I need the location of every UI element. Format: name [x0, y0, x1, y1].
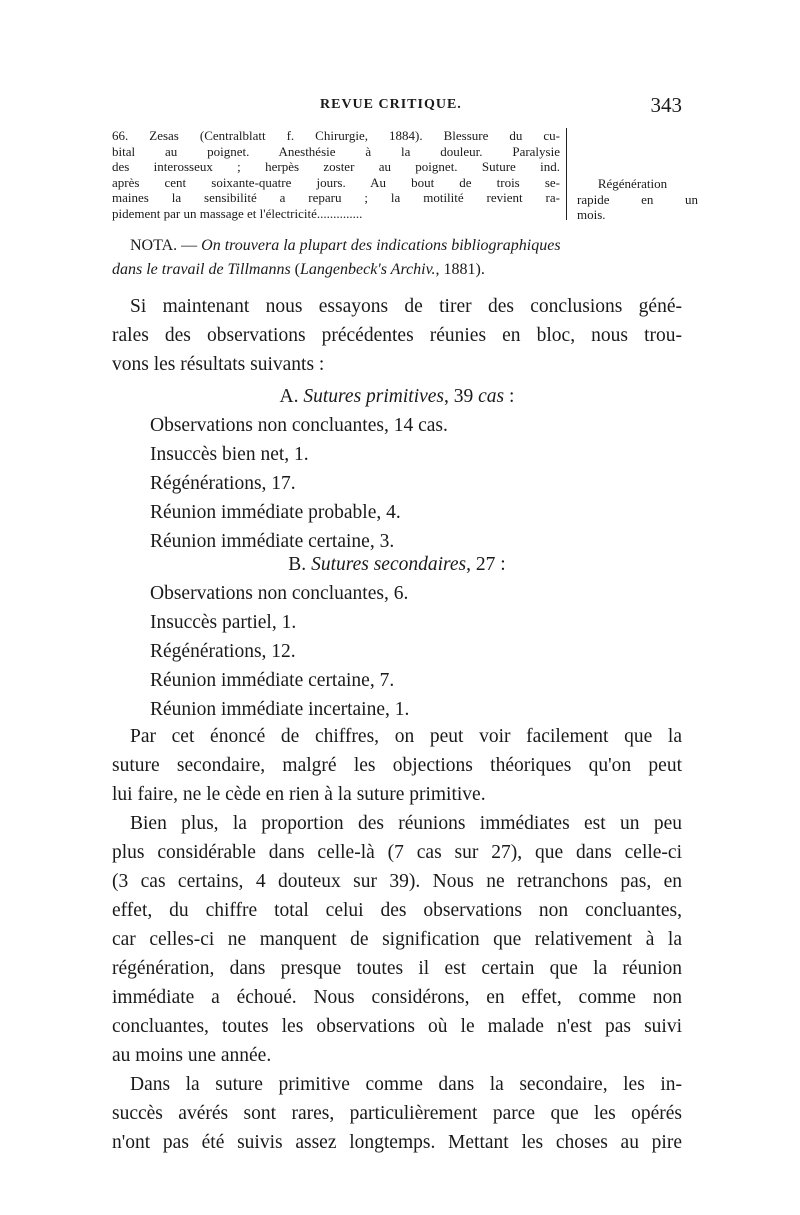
section-b-results	[112, 579, 682, 724]
case-result-line: Régénération	[597, 176, 668, 191]
case-line: maines la sensibilité a reparu ; la motilité revient ra-	[112, 190, 560, 205]
paragraph-1	[112, 722, 682, 809]
running-title: REVUE CRITIQUE.	[320, 97, 462, 112]
case-line: pidement par un massage et l'électricité..............	[112, 205, 363, 221]
result-item: Insuccès partiel, 1.	[150, 612, 297, 633]
result-item: Régénérations, 12.	[150, 641, 296, 662]
text-line: Dans la suture primitive comme dans la secondaire, les in-	[130, 1074, 682, 1095]
nota-text: dans le travail de Tillmanns	[112, 261, 291, 278]
text-line: vons les résultats suivants :	[112, 354, 325, 375]
section-letter: B.	[288, 554, 307, 575]
text-line: au moins une année.	[112, 1045, 272, 1066]
section-b-heading	[112, 550, 682, 579]
case-66-description	[112, 128, 560, 221]
result-item: Réunion immédiate incertaine, 1.	[150, 699, 410, 720]
nota-paren: (	[294, 261, 300, 278]
text-line: effet, du chiffre total celui des observations non concluantes,	[112, 900, 682, 921]
text-line: régénération, dans presque toutes il est certain que la réunion	[112, 958, 682, 979]
case-result-line: rapide en un	[577, 191, 698, 207]
text-line: n'ont pas été suivis assez longtemps. Mettant les choses au pire	[112, 1132, 682, 1153]
text-line: (3 cas certains, 4 douteux sur 39). Nous ne retranchons pas, en	[112, 871, 682, 892]
intro-paragraph	[112, 292, 682, 379]
text-line: immédiate a échoué. Nous considérons, en effet, comme non	[112, 987, 682, 1008]
case-result-line: mois.	[577, 207, 606, 222]
text-line: Par cet énoncé de chiffres, on peut voir facilement que la	[130, 726, 682, 747]
bibliography-note	[112, 234, 682, 282]
text-line: Si maintenant nous essayons de tirer des conclusions géné-	[130, 296, 682, 317]
nota-year: , 1881).	[435, 261, 485, 278]
result-item: Observations non concluantes, 6.	[150, 583, 409, 604]
case-line: 66. Zesas (Centralblatt f. Chirurgie, 1884). Blessure du cu-	[112, 128, 560, 143]
section-unit: cas	[478, 386, 505, 407]
case-line: après cent soixante-quatre jours. Au bout de trois se-	[112, 174, 560, 190]
result-item: Insuccès bien net, 1.	[150, 444, 309, 465]
section-title: Sutures secondaires	[311, 554, 467, 575]
section-title: Sutures primitives	[303, 386, 445, 407]
text-line: plus considérable dans celle-là (7 cas sur 27), que dans celle-ci	[112, 842, 682, 863]
text-line: rales des observations précédentes réunies en bloc, nous trou-	[112, 325, 682, 346]
nota-dash: —	[181, 237, 198, 254]
text-line: concluantes, toutes les observations où le malade n'est pas suivi	[112, 1016, 682, 1037]
section-b	[112, 550, 682, 724]
case-line: des interosseux ; herpès zoster au poignet. Suture ind.	[112, 159, 560, 174]
section-a-results	[112, 411, 682, 556]
result-item: Réunion immédiate probable, 4.	[150, 502, 401, 523]
text-line: Bien plus, la proportion des réunions immédiates est un peu	[130, 813, 682, 834]
case-66-entry	[112, 128, 698, 220]
nota-reference: Langenbeck's Archiv.	[300, 261, 436, 278]
nota-text: On trouvera la plupart des indications bibliographiques	[201, 237, 561, 254]
section-colon: :	[509, 386, 515, 407]
result-item: Régénérations, 17.	[150, 473, 296, 494]
section-letter: A.	[279, 386, 299, 407]
paragraph-3	[112, 1070, 682, 1157]
case-66-result	[567, 176, 698, 223]
page-number: 343	[650, 93, 682, 117]
result-item: Observations non concluantes, 14 cas.	[150, 415, 448, 436]
text-line: car celles-ci ne manquent de signification que relativement à la	[112, 929, 682, 950]
section-a	[112, 382, 682, 556]
section-count: , 39	[444, 386, 474, 407]
result-item: Réunion immédiate certaine, 3.	[150, 531, 395, 552]
text-line: lui faire, ne le cède en rien à la suture primitive.	[112, 784, 486, 805]
case-line: bital au poignet. Anesthésie à la douleur. Paralysie	[112, 143, 560, 159]
paragraph-2	[112, 809, 682, 1070]
nota-label: NOTA.	[130, 237, 178, 254]
section-a-heading	[112, 382, 682, 411]
text-line: suture secondaire, malgré les objections théoriques qu'on peut	[112, 755, 682, 776]
page-header	[112, 93, 682, 119]
text-line: succès avérés sont rares, particulièrement parce que les opérés	[112, 1103, 682, 1124]
section-count: , 27 :	[466, 554, 506, 575]
result-item: Réunion immédiate certaine, 7.	[150, 670, 395, 691]
